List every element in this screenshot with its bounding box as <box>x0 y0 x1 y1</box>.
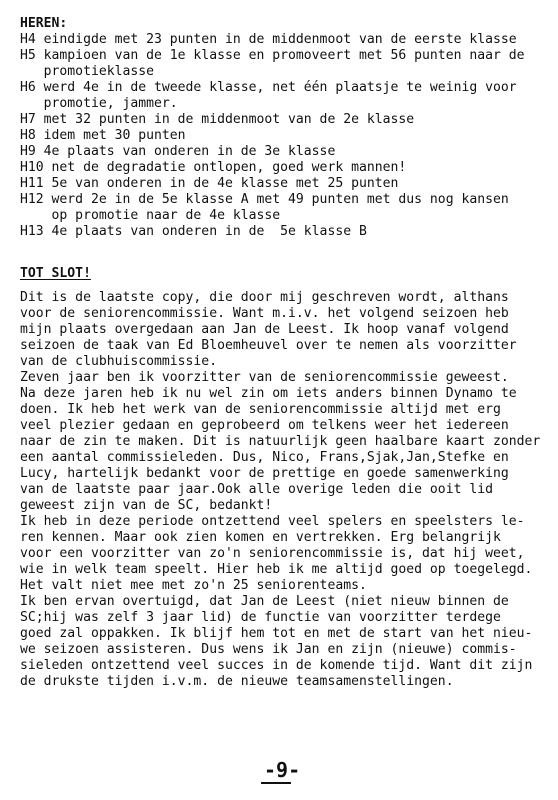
tot-slot-line: sieleden ontzettend veel succes in de komende tijd. Want dit zijn <box>20 658 533 673</box>
heren-line-h8: H8 idem met 30 punten <box>20 128 186 143</box>
tot-slot-line: Ik heb in deze periode ontzettend veel spelers en speelsters le- <box>20 514 525 529</box>
page-number-underline <box>261 782 291 784</box>
tot-slot-line: Zeven jaar ben ik voorzitter van de seniorencommissie geweest. <box>20 370 509 385</box>
heren-line-h5-cont: promotieklasse <box>20 64 155 79</box>
tot-slot-line: veel plezier gedaan en geprobeerd om telkens weer het iedereen <box>20 418 509 433</box>
heren-line-h13: H13 4e plaats van onderen in de 5e klasse B <box>20 224 367 239</box>
document-page <box>20 16 556 800</box>
tot-slot-line: seizoen de taak van Ed Bloemheuvel over te nemen als voorzitter <box>20 338 517 353</box>
page-number: -9- <box>264 758 301 782</box>
tot-slot-line: naar de zin te maken. Dit is natuurlijk geen haalbare kaart zonder <box>20 434 541 449</box>
tot-slot-line: voor een voorzitter van zo'n seniorencommissie is, dat hij weet, <box>20 546 525 561</box>
tot-slot-line: ren kennen. Maar ook zien komen en vertrekken. Erg belangrijk <box>20 530 501 545</box>
tot-slot-line: een aantal commissieleden. Dus, Nico, Frans,Sjak,Jan,Stefke en <box>20 450 509 465</box>
heren-heading: HEREN: <box>20 16 68 31</box>
tot-slot-line: Dit is de laatste copy, die door mij geschreven wordt, althans <box>20 290 509 305</box>
heren-line-h5: H5 kampioen van de 1e klasse en promoveert met 56 punten naar de <box>20 48 525 63</box>
heren-line-h12: H12 werd 2e in de 5e klasse A met 49 punten met dus nog kansen <box>20 192 509 207</box>
tot-slot-line: mijn plaats overgedaan aan Jan de Leest. Ik hoop vanaf volgend <box>20 322 509 337</box>
tot-slot-line: geweest zijn van de SC, bedankt! <box>20 498 273 513</box>
tot-slot-line: van de laatste paar jaar.Ook alle overige leden die ooit lid <box>20 482 493 497</box>
tot-slot-line: Lucy, hartelijk bedankt voor de prettige en goede samenwerking <box>20 466 509 481</box>
heren-line-h6: H6 werd 4e in de tweede klasse, net één plaatsje te weinig voor <box>20 80 517 95</box>
heren-line-h11: H11 5e van onderen in de 4e klasse met 25 punten <box>20 176 399 191</box>
tot-slot-line: voor de seniorencommissie. Want m.i.v. het volgend seizoen heb <box>20 306 509 321</box>
tot-slot-line: Na deze jaren heb ik nu wel zin om iets anders binnen Dynamo te <box>20 386 517 401</box>
tot-slot-line: Het valt niet mee met zo'n 25 seniorenteams. <box>20 578 367 593</box>
heren-line-h9: H9 4e plaats van onderen in de 3e klasse <box>20 144 336 159</box>
heren-line-h7: H7 met 32 punten in de middenmoot van de 2e klasse <box>20 112 415 127</box>
tot-slot-line: doen. Ik heb het werk van de seniorencommissie altijd met erg <box>20 402 501 417</box>
tot-slot-heading: TOT SLOT! <box>20 266 91 281</box>
tot-slot-line: goed zal oppakken. Ik blijf hem tot en met de start van het nieu- <box>20 626 533 641</box>
heren-line-h4: H4 eindigde met 23 punten in de middenmoot van de eerste klasse <box>20 32 517 47</box>
heren-line-h6-cont: promotie, jammer. <box>20 96 178 111</box>
tot-slot-line: SC;hij was zelf 3 jaar lid) de functie van voorzitter terdege <box>20 610 501 625</box>
tot-slot-line: we seizoen assisteren. Dus wens ik Jan en zijn (nieuwe) commis- <box>20 642 517 657</box>
tot-slot-line: de drukste tijden i.v.m. de nieuwe teamsamenstellingen. <box>20 674 454 689</box>
tot-slot-line: wie in welk team speelt. Hier heb ik me altijd goed op toegelegd. <box>20 562 533 577</box>
tot-slot-line: van de clubhuiscommissie. <box>20 354 218 369</box>
heren-line-h10: H10 net de degradatie ontlopen, goed werk mannen! <box>20 160 407 175</box>
heren-line-h12-cont: op promotie naar de 4e klasse <box>20 208 281 223</box>
tot-slot-line: Ik ben ervan overtuigd, dat Jan de Leest (niet nieuw binnen de <box>20 594 509 609</box>
